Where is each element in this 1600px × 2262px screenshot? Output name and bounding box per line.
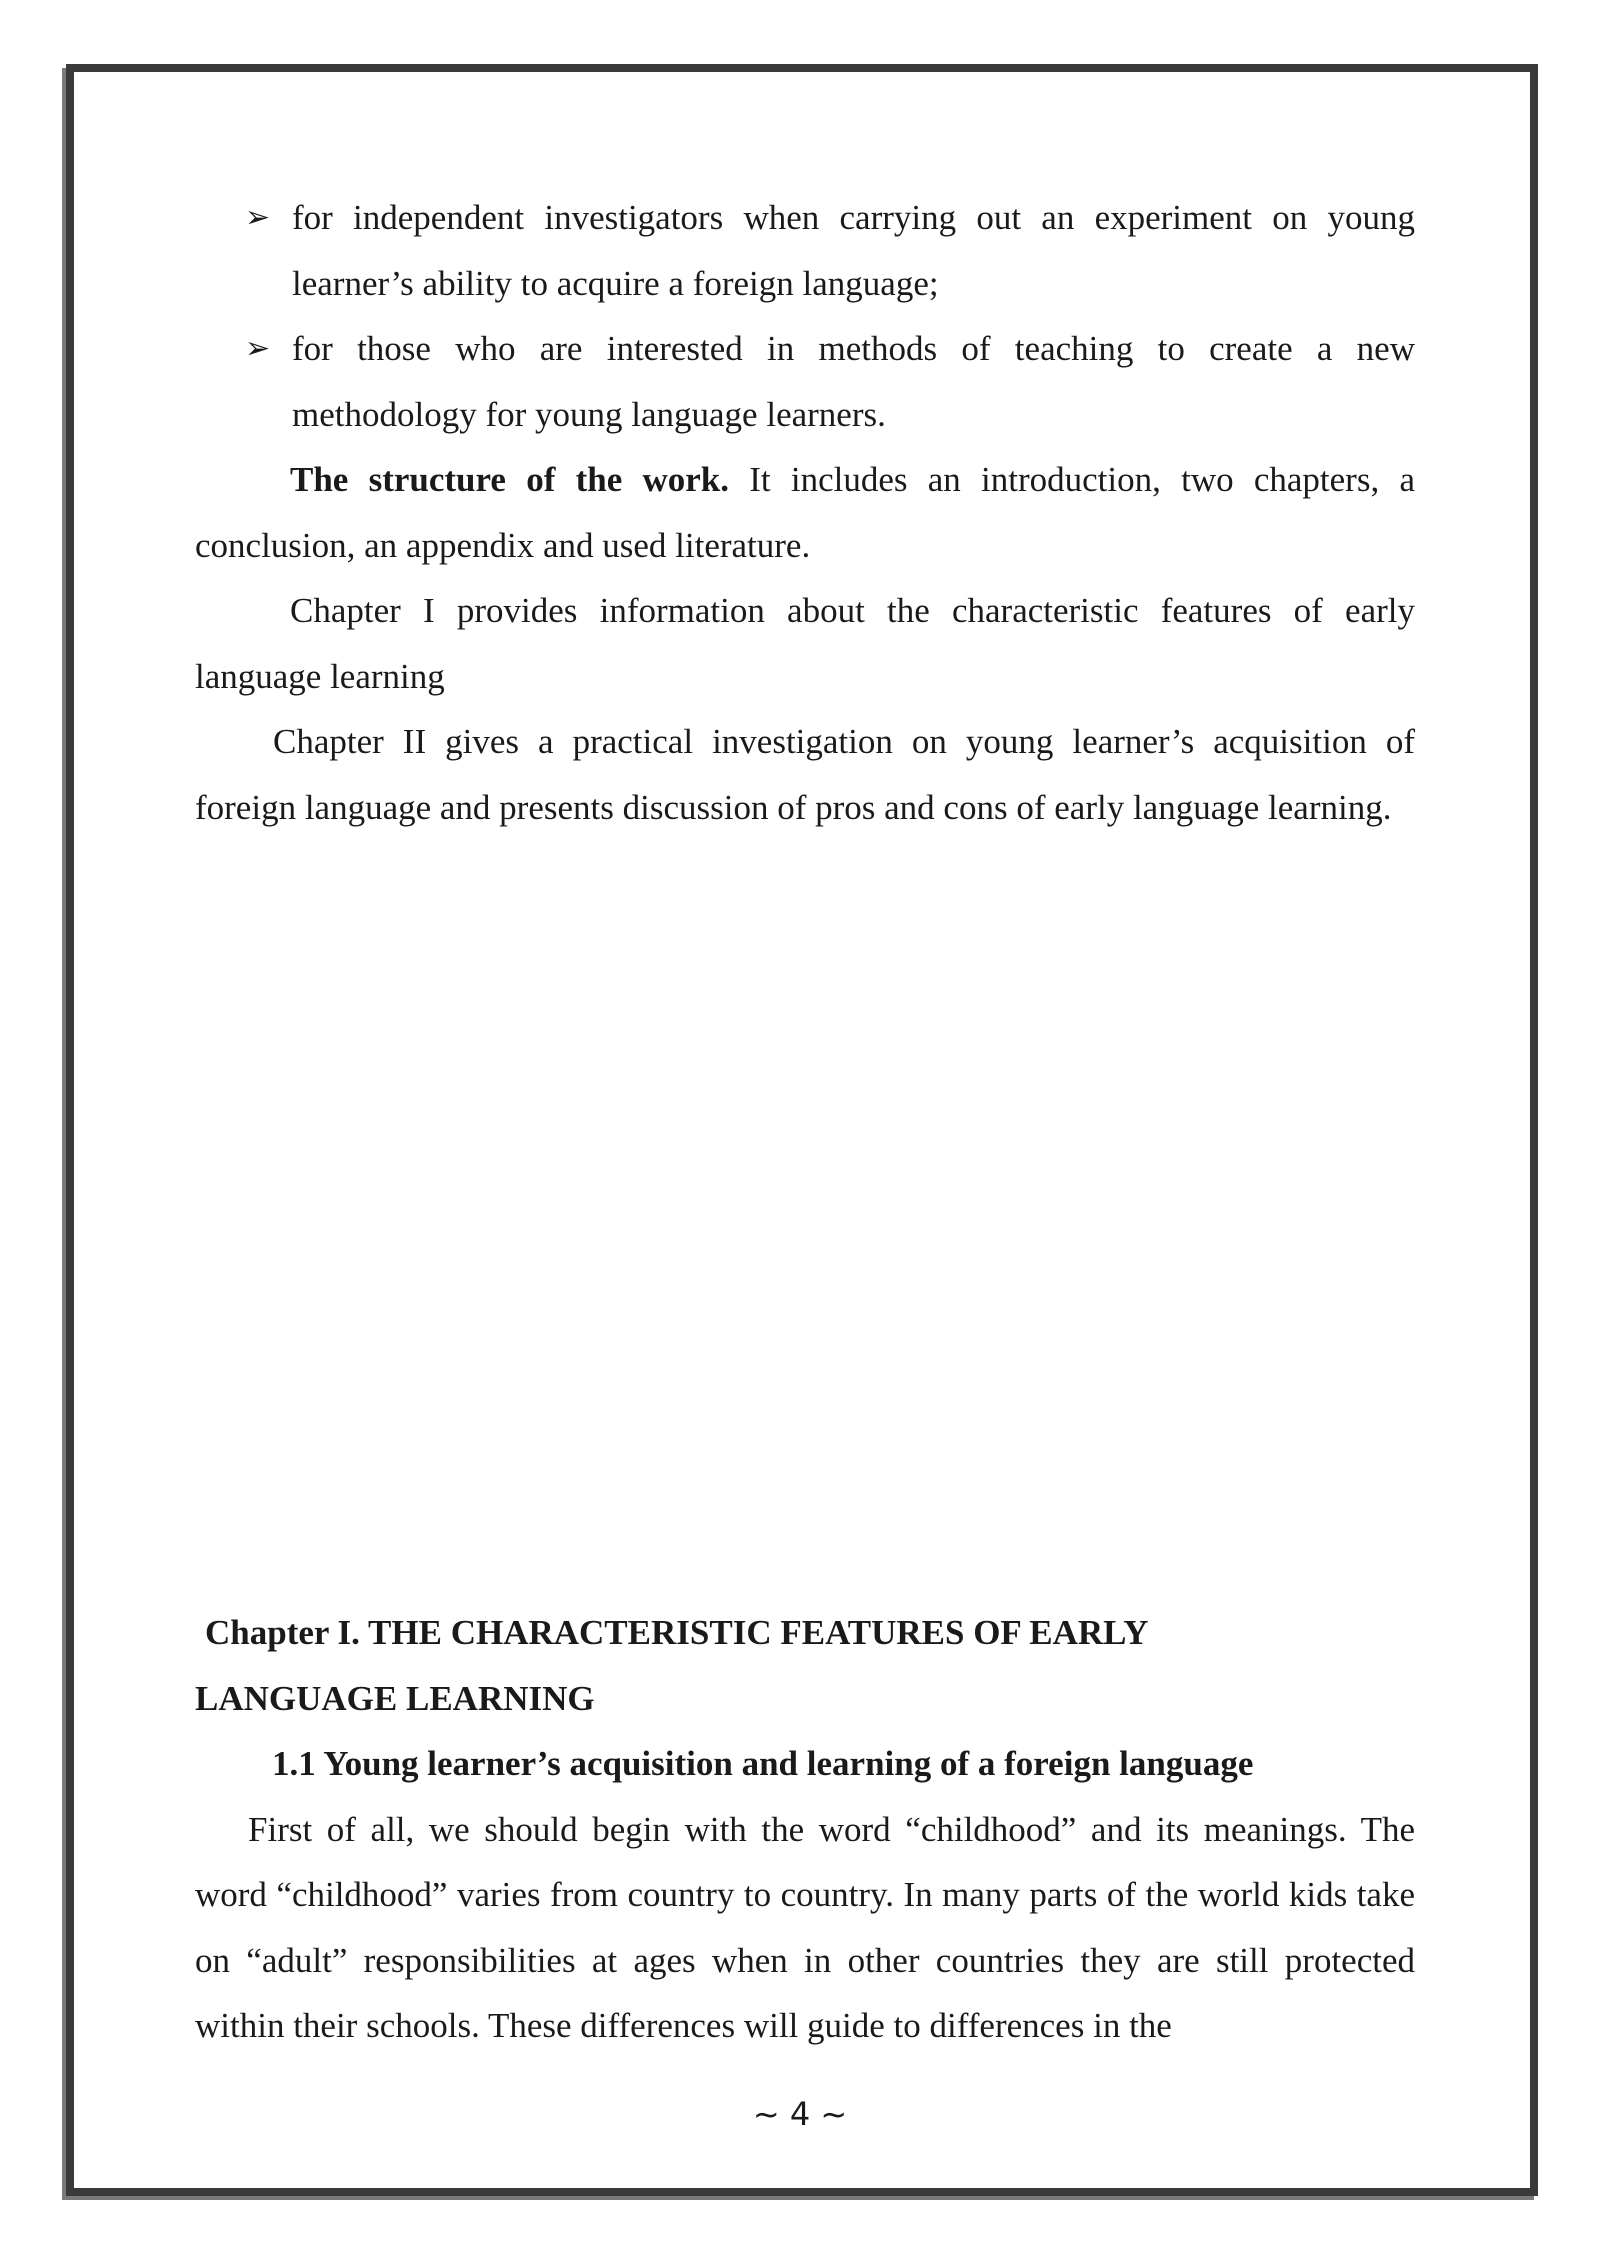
arrow-bullet-icon: ➢	[245, 331, 271, 366]
structure-text: It includes an introduction, two chapters, a conclusion, an appendix and used literature.	[195, 460, 1415, 565]
section-paragraph: First of all, we should begin with the word “childhood” and its meanings. The word “childhood” varies from country to country. In many parts of the world kids take on “adult” responsibilities at ages when in other countries they are still protected within their schools. These differences will guide to differences in the	[195, 1809, 1415, 2045]
structure-lead: The structure of the work.	[290, 460, 730, 499]
body-text	[195, 185, 1415, 840]
page-number: ~ 4 ~	[752, 2095, 848, 2133]
chapter-heading-line2: LANGUAGE LEARNING	[195, 1678, 595, 1718]
list-item-text: for those who are interested in methods of teaching to create a new methodology for young language learners.	[292, 329, 1415, 434]
list-item	[195, 316, 1415, 447]
arrow-bullet-icon: ➢	[245, 200, 271, 235]
chapter-section	[195, 1600, 1415, 2059]
structure-paragraph	[195, 447, 1415, 578]
list-item-text: for independent investigators when carrying out an experiment on young learner’s ability to acquire a foreign language;	[292, 198, 1415, 303]
section-heading: 1.1 Young learner’s acquisition and learning of a foreign language	[272, 1744, 1254, 1783]
chapter1-summary: Chapter I provides information about the characteristic features of early language learning	[195, 591, 1415, 696]
chapter-heading-line1: Chapter I. THE CHARACTERISTIC FEATURES OF EARLY	[205, 1613, 1149, 1652]
chapter2-summary: Chapter II gives a practical investigation on young learner’s acquisition of foreign language and presents discussion of pros and cons of early language learning.	[195, 722, 1415, 827]
list-item	[195, 185, 1415, 316]
